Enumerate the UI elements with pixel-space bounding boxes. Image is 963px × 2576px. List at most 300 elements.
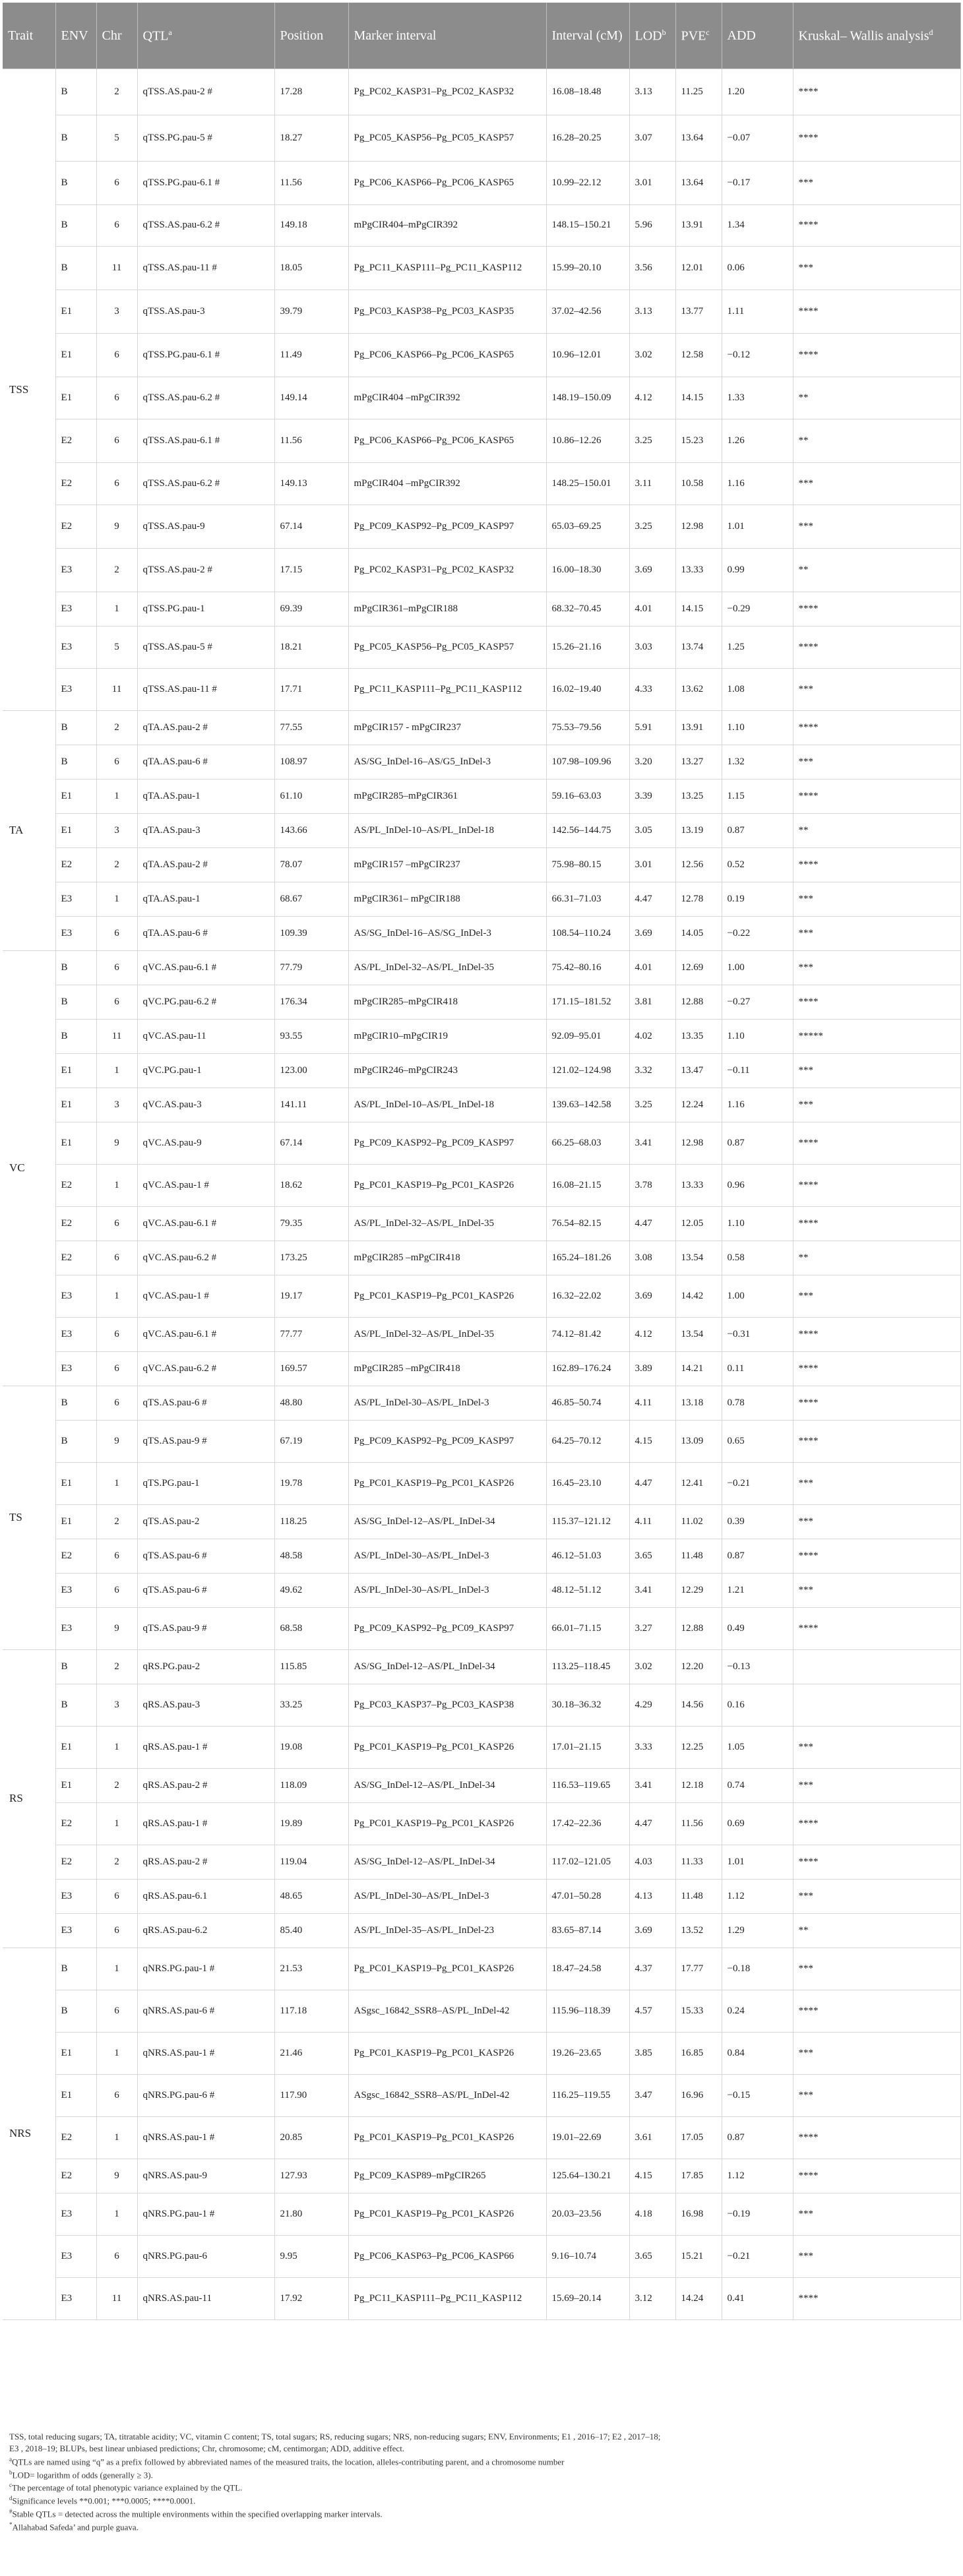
lod-cell: 4.11	[629, 1386, 675, 1421]
kw-cell: ***	[793, 505, 960, 549]
pve-cell: 13.77	[675, 290, 722, 334]
chr-cell: 1	[96, 2033, 137, 2075]
interval-cell: 117.02–121.05	[546, 1845, 629, 1880]
add-cell: 1.12	[722, 1880, 793, 1914]
interval-cell: 16.08–18.48	[546, 69, 629, 115]
lod-cell: 3.69	[629, 1275, 675, 1318]
qtl-cell: qRS.AS.pau-2 #	[137, 1845, 274, 1880]
qtl-cell: qTSS.PG.pau-1	[137, 592, 274, 627]
table-row	[3, 1803, 960, 1845]
marker-cell: Pg_PC01_KASP19–Pg_PC01_KASP26	[348, 2117, 546, 2159]
kw-cell: ***	[793, 1880, 960, 1914]
table-row	[3, 1421, 960, 1463]
pve-cell: 13.18	[675, 1386, 722, 1421]
table-row	[3, 247, 960, 290]
chr-cell: 6	[96, 1352, 137, 1386]
chr-cell: 5	[96, 115, 137, 162]
pve-cell: 13.19	[675, 814, 722, 848]
pve-cell: 17.05	[675, 2117, 722, 2159]
table-row	[3, 1845, 960, 1880]
lod-cell: 3.27	[629, 1608, 675, 1650]
chr-cell: 1	[96, 1727, 137, 1769]
interval-cell: 18.47–24.58	[546, 1948, 629, 1990]
env-cell: E3	[55, 669, 96, 711]
pve-cell: 15.21	[675, 2236, 722, 2278]
kw-cell: **	[793, 814, 960, 848]
add-cell: 0.41	[722, 2278, 793, 2320]
lod-cell: 4.01	[629, 951, 675, 985]
lod-cell: 3.69	[629, 1914, 675, 1948]
table-row	[3, 985, 960, 1020]
marker-cell: mPgCIR404 –mPgCIR392	[348, 463, 546, 505]
table-row	[3, 1352, 960, 1386]
add-cell: −0.15	[722, 2075, 793, 2117]
chr-cell: 9	[96, 2159, 137, 2193]
interval-cell: 142.56–144.75	[546, 814, 629, 848]
position-cell: 19.78	[274, 1463, 348, 1505]
marker-cell: mPgCIR285–mPgCIR418	[348, 985, 546, 1020]
pve-cell: 13.25	[675, 780, 722, 814]
chr-cell: 6	[96, 917, 137, 951]
qtl-cell: qNRS.PG.pau-1 #	[137, 2193, 274, 2236]
env-cell: E1	[55, 1122, 96, 1165]
position-cell: 67.14	[274, 1122, 348, 1165]
pve-cell: 12.18	[675, 1769, 722, 1803]
env-cell: E3	[55, 2278, 96, 2320]
chr-cell: 6	[96, 951, 137, 985]
qtl-cell: qTSS.AS.pau-11 #	[137, 669, 274, 711]
kw-cell: ****	[793, 1122, 960, 1165]
chr-cell: 9	[96, 1122, 137, 1165]
add-cell: 1.00	[722, 1275, 793, 1318]
qtl-cell: qTA.AS.pau-3	[137, 814, 274, 848]
table-row	[3, 1165, 960, 1207]
marker-cell: mPgCIR404–mPgCIR392	[348, 205, 546, 247]
pve-cell: 12.56	[675, 848, 722, 882]
lod-cell: 3.81	[629, 985, 675, 1020]
position-cell: 149.18	[274, 205, 348, 247]
env-cell: E2	[55, 505, 96, 549]
marker-cell: AS/PL_InDel-30–AS/PL_InDel-3	[348, 1539, 546, 1574]
env-cell: B	[55, 115, 96, 162]
pve-cell: 14.42	[675, 1275, 722, 1318]
trait-cell: VC	[3, 951, 55, 1386]
marker-cell: mPgCIR157 –mPgCIR237	[348, 848, 546, 882]
add-cell: 1.29	[722, 1914, 793, 1948]
marker-cell: AS/SG_InDel-12–AS/PL_InDel-34	[348, 1650, 546, 1684]
position-cell: 48.65	[274, 1880, 348, 1914]
env-cell: B	[55, 1421, 96, 1463]
qtl-cell: qRS.AS.pau-2 #	[137, 1769, 274, 1803]
table-row	[3, 917, 960, 951]
table-row	[3, 1241, 960, 1275]
env-cell: E3	[55, 2193, 96, 2236]
env-cell: E2	[55, 2117, 96, 2159]
pve-cell: 16.85	[675, 2033, 722, 2075]
chr-cell: 6	[96, 1539, 137, 1574]
marker-cell: mPgCIR361– mPgCIR188	[348, 882, 546, 917]
pve-cell: 12.78	[675, 882, 722, 917]
qtl-cell: qNRS.AS.pau-9	[137, 2159, 274, 2193]
table-row	[3, 1207, 960, 1241]
table-row	[3, 627, 960, 669]
position-cell: 17.15	[274, 549, 348, 592]
table-body	[3, 69, 960, 2320]
add-cell: 1.01	[722, 1845, 793, 1880]
interval-cell: 148.15–150.21	[546, 205, 629, 247]
lod-cell: 3.69	[629, 917, 675, 951]
interval-cell: 75.42–80.16	[546, 951, 629, 985]
env-cell: E2	[55, 1803, 96, 1845]
position-cell: 169.57	[274, 1352, 348, 1386]
table-row	[3, 848, 960, 882]
header-marker: Marker interval	[348, 3, 546, 69]
interval-cell: 116.25–119.55	[546, 2075, 629, 2117]
chr-cell: 6	[96, 2236, 137, 2278]
table-row	[3, 1386, 960, 1421]
add-cell: 1.05	[722, 1727, 793, 1769]
position-cell: 11.56	[274, 162, 348, 205]
env-cell: E1	[55, 334, 96, 377]
pve-cell: 12.98	[675, 505, 722, 549]
interval-cell: 10.86–12.26	[546, 419, 629, 463]
chr-cell: 2	[96, 1650, 137, 1684]
table-row	[3, 1769, 960, 1803]
position-cell: 118.25	[274, 1505, 348, 1539]
chr-cell: 6	[96, 1880, 137, 1914]
qtl-cell: qTA.AS.pau-2 #	[137, 711, 274, 745]
lod-cell: 3.13	[629, 69, 675, 115]
position-cell: 68.67	[274, 882, 348, 917]
chr-cell: 6	[96, 162, 137, 205]
chr-cell: 2	[96, 549, 137, 592]
pve-cell: 11.33	[675, 1845, 722, 1880]
table-row	[3, 2117, 960, 2159]
position-cell: 20.85	[274, 2117, 348, 2159]
pve-cell: 13.91	[675, 711, 722, 745]
env-cell: E3	[55, 1318, 96, 1352]
env-cell: E3	[55, 549, 96, 592]
kw-cell: ****	[793, 592, 960, 627]
add-cell: 1.00	[722, 951, 793, 985]
qtl-cell: qTSS.PG.pau-6.1 #	[137, 334, 274, 377]
interval-cell: 16.32–22.02	[546, 1275, 629, 1318]
trait-cell: TA	[3, 711, 55, 951]
pve-cell: 12.25	[675, 1727, 722, 1769]
chr-cell: 6	[96, 1914, 137, 1948]
position-cell: 173.25	[274, 1241, 348, 1275]
kw-cell: **	[793, 377, 960, 419]
interval-cell: 108.54–110.24	[546, 917, 629, 951]
add-cell: −0.27	[722, 985, 793, 1020]
qtl-cell: qTA.AS.pau-1	[137, 882, 274, 917]
table-row	[3, 1020, 960, 1054]
add-cell: −0.19	[722, 2193, 793, 2236]
env-cell: E1	[55, 1463, 96, 1505]
header-chr: Chr	[96, 3, 137, 69]
add-cell: 1.21	[722, 1574, 793, 1608]
interval-cell: 75.53–79.56	[546, 711, 629, 745]
header-add: ADD	[722, 3, 793, 69]
lod-cell: 4.29	[629, 1684, 675, 1727]
lod-cell: 3.08	[629, 1241, 675, 1275]
kw-cell: ****	[793, 1421, 960, 1463]
lod-cell: 3.13	[629, 290, 675, 334]
pve-cell: 17.85	[675, 2159, 722, 2193]
marker-cell: Pg_PC03_KASP38–Pg_PC03_KASP35	[348, 290, 546, 334]
interval-cell: 30.18–36.32	[546, 1684, 629, 1727]
qtl-cell: qVC.AS.pau-6.2 #	[137, 1352, 274, 1386]
add-cell: 1.11	[722, 290, 793, 334]
add-cell: 1.10	[722, 1207, 793, 1241]
trait-cell: RS	[3, 1650, 55, 1948]
add-cell: 0.65	[722, 1421, 793, 1463]
kw-cell: **	[793, 549, 960, 592]
env-cell: B	[55, 985, 96, 1020]
kw-cell: ****	[793, 1845, 960, 1880]
env-cell: E2	[55, 1165, 96, 1207]
qtl-cell: qNRS.AS.pau-1 #	[137, 2117, 274, 2159]
pve-cell: 12.88	[675, 985, 722, 1020]
kw-cell: ***	[793, 951, 960, 985]
marker-cell: AS/PL_InDel-35–AS/PL_InDel-23	[348, 1914, 546, 1948]
lod-cell: 3.25	[629, 505, 675, 549]
table-row	[3, 1318, 960, 1352]
chr-cell: 3	[96, 1088, 137, 1122]
position-cell: 18.21	[274, 627, 348, 669]
table-row	[3, 1880, 960, 1914]
table-row	[3, 2278, 960, 2320]
env-cell: E2	[55, 1207, 96, 1241]
position-cell: 117.18	[274, 1990, 348, 2033]
add-cell: 0.69	[722, 1803, 793, 1845]
interval-cell: 75.98–80.15	[546, 848, 629, 882]
marker-cell: AS/SG_InDel-12–AS/PL_InDel-34	[348, 1769, 546, 1803]
lod-cell: 3.39	[629, 780, 675, 814]
env-cell: E1	[55, 1505, 96, 1539]
kw-cell: **	[793, 1241, 960, 1275]
kw-cell: ****	[793, 2159, 960, 2193]
header-lod: LOD$^b$	[629, 3, 675, 69]
qtl-cell: qTSS.AS.pau-5 #	[137, 627, 274, 669]
kw-cell: ***	[793, 1727, 960, 1769]
qtl-cell: qTSS.AS.pau-6.1 #	[137, 419, 274, 463]
header-env: ENV	[55, 3, 96, 69]
env-cell: E1	[55, 780, 96, 814]
pve-cell: 12.88	[675, 1608, 722, 1650]
lod-cell: 4.33	[629, 669, 675, 711]
position-cell: 49.62	[274, 1574, 348, 1608]
lod-cell: 3.69	[629, 549, 675, 592]
position-cell: 115.85	[274, 1650, 348, 1684]
lod-cell: 3.25	[629, 419, 675, 463]
interval-cell: 76.54–82.15	[546, 1207, 629, 1241]
header-position: Position	[274, 3, 348, 69]
chr-cell: 5	[96, 627, 137, 669]
position-cell: 93.55	[274, 1020, 348, 1054]
qtl-cell: qRS.AS.pau-1 #	[137, 1803, 274, 1845]
trait-cell: NRS	[3, 1948, 55, 2320]
env-cell: E3	[55, 882, 96, 917]
env-cell: B	[55, 205, 96, 247]
lod-cell: 3.33	[629, 1727, 675, 1769]
interval-cell: 16.45–23.10	[546, 1463, 629, 1505]
table-row	[3, 2033, 960, 2075]
table-row	[3, 115, 960, 162]
lod-cell: 3.03	[629, 627, 675, 669]
env-cell: E1	[55, 1088, 96, 1122]
kw-cell: ***	[793, 1054, 960, 1088]
pve-cell: 13.33	[675, 1165, 722, 1207]
pve-cell: 13.27	[675, 745, 722, 780]
table-row	[3, 1574, 960, 1608]
marker-cell: AS/SG_InDel-12–AS/PL_InDel-34	[348, 1505, 546, 1539]
footnote-d: $^d$Significance levels **0.001; ***0.0005; ****0.0001.	[9, 2495, 196, 2506]
lod-cell: 4.13	[629, 1880, 675, 1914]
position-cell: 21.53	[274, 1948, 348, 1990]
table-row	[3, 592, 960, 627]
table-row	[3, 334, 960, 377]
table-row	[3, 951, 960, 985]
table-row	[3, 1727, 960, 1769]
qtl-cell: qTS.PG.pau-1	[137, 1463, 274, 1505]
footnote-parents: *Allahabad Safeda’ and purple guava.	[9, 2521, 139, 2532]
position-cell: 18.27	[274, 115, 348, 162]
qtl-cell: qVC.PG.pau-1	[137, 1054, 274, 1088]
interval-cell: 17.42–22.36	[546, 1803, 629, 1845]
env-cell: E3	[55, 592, 96, 627]
qtl-cell: qNRS.PG.pau-6	[137, 2236, 274, 2278]
qtl-cell: qTSS.AS.pau-6.2 #	[137, 377, 274, 419]
header-pve: PVE$^c$	[675, 3, 722, 69]
pve-cell: 13.33	[675, 549, 722, 592]
qtl-cell: qTSS.PG.pau-6.1 #	[137, 162, 274, 205]
table-row	[3, 1990, 960, 2033]
table-row	[3, 1054, 960, 1088]
env-cell: E3	[55, 627, 96, 669]
interval-cell: 162.89–176.24	[546, 1352, 629, 1386]
lod-cell: 3.56	[629, 247, 675, 290]
table-row	[3, 463, 960, 505]
kw-cell: ****	[793, 1352, 960, 1386]
trait-cell: TSS	[3, 69, 55, 711]
table-row	[3, 377, 960, 419]
pve-cell: 13.52	[675, 1914, 722, 1948]
position-cell: 11.56	[274, 419, 348, 463]
kw-cell: ****	[793, 985, 960, 1020]
marker-cell: Pg_PC09_KASP92–Pg_PC09_KASP97	[348, 1608, 546, 1650]
pve-cell: 13.47	[675, 1054, 722, 1088]
add-cell: 0.74	[722, 1769, 793, 1803]
marker-cell: Pg_PC06_KASP63–Pg_PC06_KASP66	[348, 2236, 546, 2278]
marker-cell: AS/PL_InDel-10–AS/PL_InDel-18	[348, 814, 546, 848]
table-row	[3, 780, 960, 814]
interval-cell: 48.12–51.12	[546, 1574, 629, 1608]
lod-cell: 4.57	[629, 1990, 675, 2033]
interval-cell: 92.09–95.01	[546, 1020, 629, 1054]
lod-cell: 4.15	[629, 1421, 675, 1463]
table-row	[3, 2159, 960, 2193]
chr-cell: 11	[96, 2278, 137, 2320]
kw-cell: ****	[793, 1165, 960, 1207]
marker-cell: mPgCIR285–mPgCIR361	[348, 780, 546, 814]
interval-cell: 83.65–87.14	[546, 1914, 629, 1948]
lod-cell: 4.02	[629, 1020, 675, 1054]
lod-cell: 4.15	[629, 2159, 675, 2193]
table-row	[3, 2075, 960, 2117]
interval-cell: 74.12–81.42	[546, 1318, 629, 1352]
add-cell: −0.12	[722, 334, 793, 377]
marker-cell: Pg_PC01_KASP19–Pg_PC01_KASP26	[348, 1463, 546, 1505]
header-interval: Interval (cM)	[546, 3, 629, 69]
add-cell: 1.10	[722, 1020, 793, 1054]
env-cell: B	[55, 1990, 96, 2033]
pve-cell: 11.02	[675, 1505, 722, 1539]
table-row	[3, 1505, 960, 1539]
chr-cell: 6	[96, 1386, 137, 1421]
chr-cell: 2	[96, 1505, 137, 1539]
position-cell: 109.39	[274, 917, 348, 951]
lod-cell: 3.01	[629, 162, 675, 205]
add-cell: 1.01	[722, 505, 793, 549]
kw-cell: ***	[793, 463, 960, 505]
position-cell: 149.13	[274, 463, 348, 505]
lod-cell: 4.47	[629, 1803, 675, 1845]
chr-cell: 1	[96, 1463, 137, 1505]
marker-cell: AS/SG_InDel-16–AS/G5_InDel-3	[348, 745, 546, 780]
table-row	[3, 419, 960, 463]
env-cell: E1	[55, 2033, 96, 2075]
kw-cell: ***	[793, 162, 960, 205]
pve-cell: 12.69	[675, 951, 722, 985]
marker-cell: Pg_PC11_KASP111–Pg_PC11_KASP112	[348, 669, 546, 711]
interval-cell: 148.19–150.09	[546, 377, 629, 419]
lod-cell: 3.85	[629, 2033, 675, 2075]
lod-cell: 3.01	[629, 848, 675, 882]
kw-cell	[793, 1684, 960, 1727]
qtl-cell: qVC.AS.pau-6.1 #	[137, 951, 274, 985]
add-cell: −0.31	[722, 1318, 793, 1352]
marker-cell: mPgCIR285 –mPgCIR418	[348, 1241, 546, 1275]
pve-cell: 13.91	[675, 205, 722, 247]
position-cell: 67.19	[274, 1421, 348, 1463]
env-cell: E3	[55, 1352, 96, 1386]
kw-cell: ****	[793, 711, 960, 745]
position-cell: 78.07	[274, 848, 348, 882]
marker-cell: Pg_PC06_KASP66–Pg_PC06_KASP65	[348, 162, 546, 205]
position-cell: 127.93	[274, 2159, 348, 2193]
pve-cell: 12.98	[675, 1122, 722, 1165]
chr-cell: 6	[96, 1318, 137, 1352]
env-cell: B	[55, 247, 96, 290]
marker-cell: AS/PL_InDel-30–AS/PL_InDel-3	[348, 1386, 546, 1421]
marker-cell: Pg_PC01_KASP19–Pg_PC01_KASP26	[348, 1803, 546, 1845]
kw-cell: ***	[793, 2193, 960, 2236]
qtl-cell: qRS.AS.pau-6.2	[137, 1914, 274, 1948]
marker-cell: Pg_PC05_KASP56–Pg_PC05_KASP57	[348, 627, 546, 669]
marker-cell: mPgCIR361–mPgCIR188	[348, 592, 546, 627]
table-row	[3, 205, 960, 247]
qtl-cell: qTSS.AS.pau-9	[137, 505, 274, 549]
footnote-abbreviations-2: E3 , 2018–19; BLUPs, best linear unbiased predictions; Chr, chromosome; cM, centimorgan; ADD, additive effect.	[9, 2443, 405, 2454]
pve-cell: 12.05	[675, 1207, 722, 1241]
table-row	[3, 1650, 960, 1684]
position-cell: 118.09	[274, 1769, 348, 1803]
interval-cell: 16.00–18.30	[546, 549, 629, 592]
add-cell: 0.87	[722, 1539, 793, 1574]
marker-cell: Pg_PC11_KASP111–Pg_PC11_KASP112	[348, 2278, 546, 2320]
add-cell: 0.06	[722, 247, 793, 290]
